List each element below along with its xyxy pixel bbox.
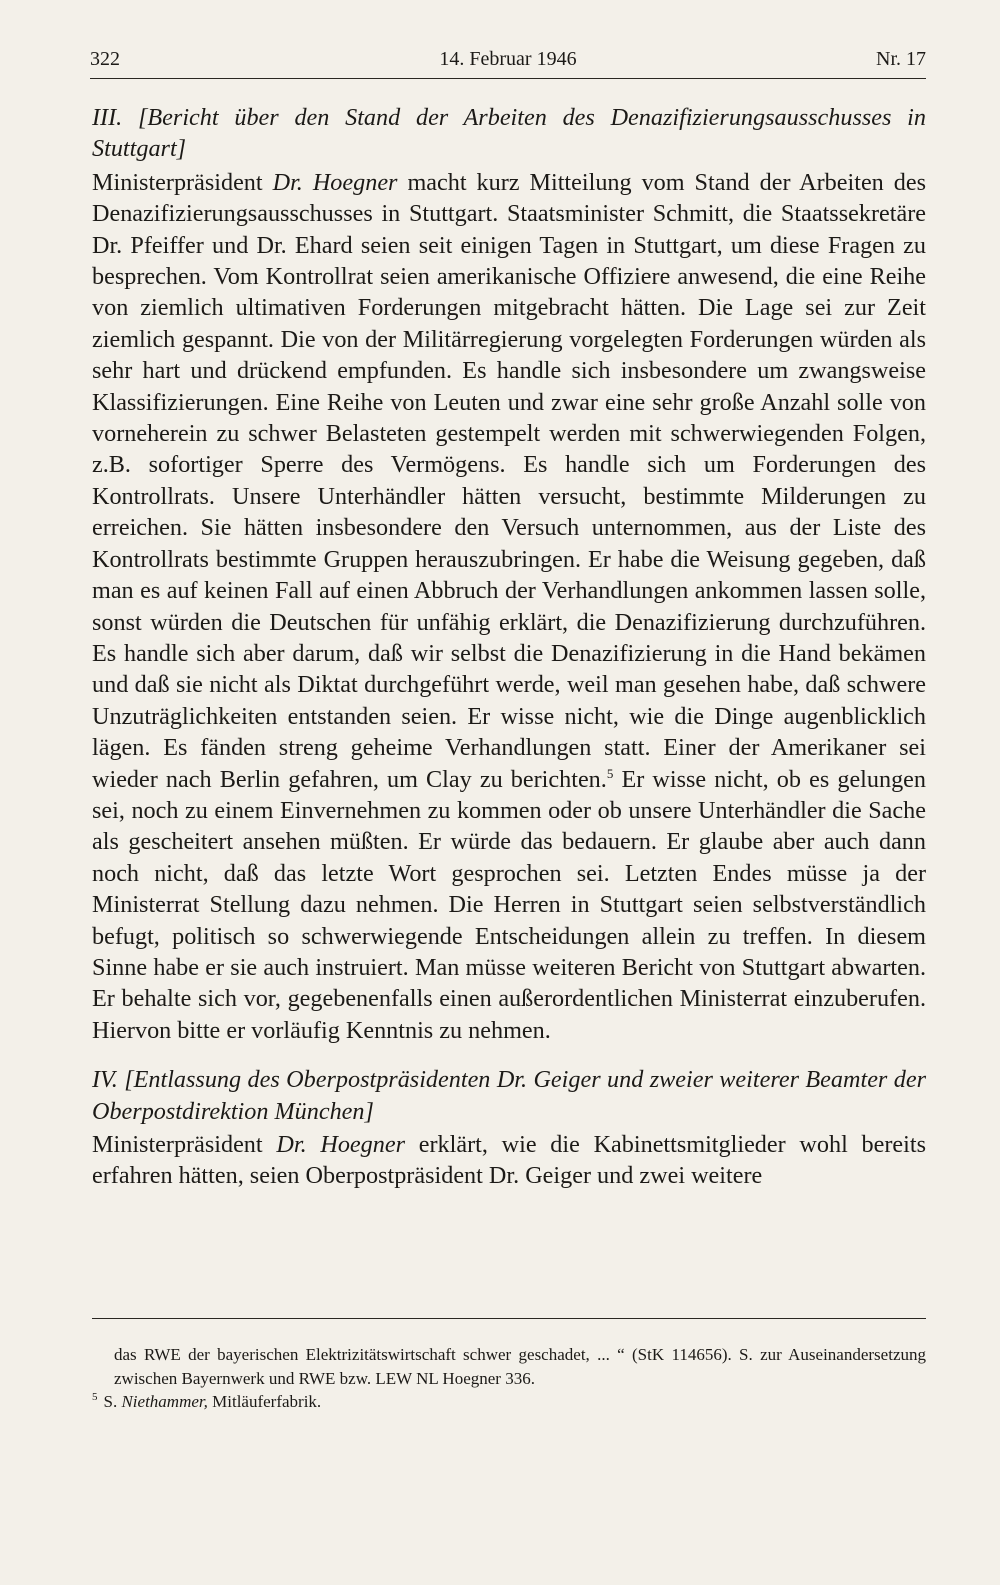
- page-number: 322: [90, 48, 120, 70]
- footnote-5-lead: S.: [103, 1392, 122, 1411]
- footnote-ref-5[interactable]: 5: [606, 765, 614, 781]
- footnote-5-author: Niethammer,: [121, 1392, 208, 1411]
- section-iii-heading: [92, 102, 926, 165]
- section-iv-paragraph: [92, 1129, 926, 1192]
- section-gap: [92, 1046, 926, 1064]
- footnotes: [92, 1343, 926, 1414]
- footnote-5: [92, 1390, 926, 1414]
- section-iv-number: IV.: [92, 1066, 118, 1094]
- section-iv-heading: [92, 1064, 926, 1127]
- speaker-name: Dr. Hoegner: [276, 1131, 405, 1158]
- footnote-5-number: 5: [92, 1391, 98, 1403]
- section-iv-title: [Entlassung des Oberpostpräsidenten Dr. Geiger und zweier weiterer Beamter der Oberpostdirektion München]: [92, 1066, 927, 1125]
- footnote-continuation: das RWE der bayerischen Elektrizitätswirtschaft schwer geschadet, ... “ (StK 114656). S. zur Auseinandersetzung zwischen Bayernwerk und RWE bzw. LEW NL Hoegner 336.: [114, 1345, 926, 1388]
- section-iii-text-2: Er wisse nicht, ob es gelungen sei, noch zu einem Einvernehmen zu kommen oder ob unsere Unterhändler die Sache als gescheitert ansehen müßten. Er würde das bedauern. Er glaube aber auch dann noch nicht, daß das letzte Wort gesprochen sei. Letzten Endes müsse ja der Ministerrat Stellung dazu nehmen. Die Herren in Stuttgart seien selbstverständlich befugt, politisch so schwerwiegende Entscheidungen allein zu treffen. In diesem Sinne habe er sie auch instruiert. Man müsse weiteren Bericht von Stuttgart abwarten. Er behalte sich vor, gegebenenfalls einen außerordentlichen Ministerrat einzuberufen. Hiervon bitte er vorläufig Kenntnis zu nehmen.: [92, 765, 927, 1044]
- section-iii-paragraph: [92, 167, 926, 1046]
- running-head: [90, 44, 926, 79]
- section-iv-lead: Ministerpräsident: [92, 1131, 277, 1158]
- running-head-issue: Nr. 17: [876, 48, 926, 70]
- section-iii-text-1: macht kurz Mitteilung vom Stand der Arbeiten des Denazifizierungsausschusses in Stuttgart. Staatsminister Schmitt, die Staatssekretäre Dr. Pfeiffer und Dr. Ehard seien seit einigen Tagen in Stuttgart, um diese Fragen zu besprechen. Vom Kontrollrat seien amerikanische Offiziere anwesend, die eine Reihe von ziemlich ultimativen Forderungen mitgebracht hätten. Die Lage sei zur Zeit ziemlich gespannt. Die von der Militärregierung vorgelegten Forderungen würden als sehr hart und drückend empfunden. Es handle sich insbesondere um zwangsweise Klassifizierungen. Eine Reihe von Leuten und zwar eine sehr große Anzahl solle von vorneherein zu schwer Belasteten gestempelt werden mit schwerwiegenden Folgen, z.B. sofortiger Sperre des Vermögens. Es handle sich um Forderungen des Kontrollrats. Unsere Unterhändler hätten versucht, bestimmte Milderungen zu erreichen. Sie hätten insbesondere den Versuch unternommen, aus der Liste des Kontrollrats bestimmte Gruppen herauszubringen. Er habe die Weisung gegeben, daß man es auf keinen Fall auf einen Abbruch der Verhandlungen ankommen lassen solle, sonst würden die Deutschen für unfähig erklärt, die Denazifizierung durchzuführen. Es handle sich aber darum, daß wir selbst die Denazifizierung in die Hand bekämen und daß sie nicht als Diktat durchgeführt werde, weil man gesehen habe, daß schwere Unzuträglichkeiten entstanden seien. Er wisse nicht, wie die Dinge augenblicklich lägen. Es fänden streng geheime Verhandlungen statt. Einer der Amerikaner sei wieder nach Berlin gefahren, um Clay zu berichten.: [92, 168, 926, 793]
- section-iii-lead: Ministerpräsident: [92, 168, 273, 196]
- running-head-date: 14. Februar 1946: [439, 48, 577, 70]
- footnote-5-title: Mitläuferfabrik.: [207, 1392, 322, 1411]
- footnote-divider: [92, 1318, 926, 1319]
- section-iii-title: [Bericht über den Stand der Arbeiten des Denazifizierungsausschusses in Stuttgart]: [92, 104, 926, 163]
- section-iv-text-1: erklärt, wie die Kabinettsmitglieder wohl bereits erfahren hätten, seien Oberpostpräsident Dr. Geiger und zwei weitere: [92, 1131, 927, 1190]
- section-iii-number: III.: [92, 104, 123, 131]
- speaker-name: Dr. Hoegner: [272, 168, 398, 196]
- main-text: [92, 102, 926, 1192]
